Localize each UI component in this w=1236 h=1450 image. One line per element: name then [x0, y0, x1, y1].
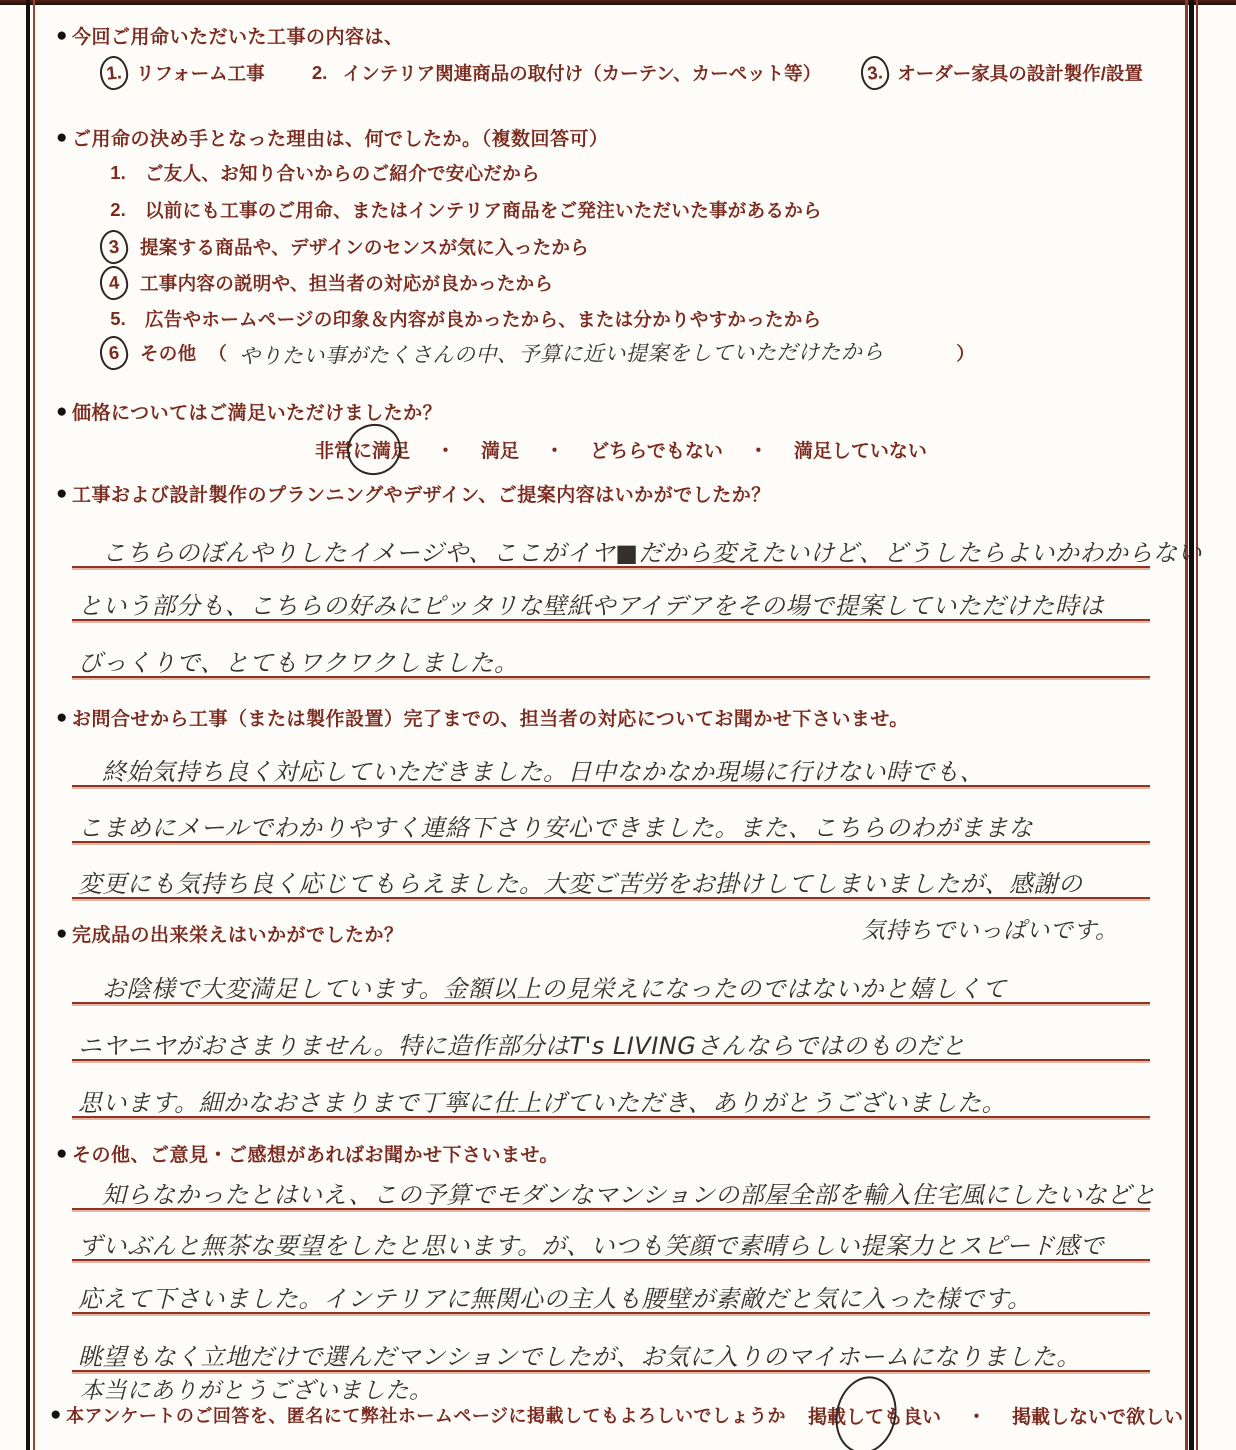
answer-line	[72, 1264, 1150, 1314]
option-not-satisfied	[794, 436, 927, 463]
bullet-icon: ●	[56, 400, 68, 422]
answer-line	[72, 571, 1150, 621]
question-text: 完成品の出来栄えはいかがでしたか？	[71, 925, 404, 946]
option-label: 掲載しないで欲しい	[1012, 1407, 1184, 1428]
answer-overflow-line	[862, 912, 1118, 945]
option-publish-no	[1012, 1402, 1183, 1429]
separator-dot: ・	[436, 441, 456, 462]
option-order-furniture	[861, 56, 1143, 90]
page-frame-right-red-outer	[1185, 0, 1188, 1450]
handwritten-text: 応えて下さいました。インテリアに無関心の主人も腰壁が素敵だと気に入った様です。	[78, 1284, 1032, 1313]
handwritten-text: 変更にも気持ち良く応じてもらえました。大変ご苦労をお掛けしてしまいましたが、感謝の	[78, 869, 1083, 898]
question-text: その他、ご意見・ご感想があればお聞かせ下さいませ。	[71, 1145, 559, 1166]
reason-option-5	[103, 306, 821, 332]
option-neutral	[590, 436, 723, 463]
separator-dot: ・	[748, 441, 768, 462]
bullet-icon: ●	[56, 126, 68, 148]
handwritten-text: 終始気持ち良く対応していただきました。日中なかなか現場に行けない時でも、	[102, 757, 984, 786]
option-interior-goods	[305, 60, 822, 86]
question-price-label	[56, 398, 442, 425]
answer-line	[72, 849, 1150, 899]
page-frame-top	[0, 0, 1236, 5]
bullet-icon: ●	[56, 1142, 68, 1164]
answer-line	[72, 1211, 1150, 1261]
bullet-icon: ●	[56, 482, 68, 504]
handwritten-text: 眺望もなく立地だけで選んだマンションでしたが、お気に入りのマイホームになりました。	[78, 1342, 1081, 1371]
other-reason-handwritten-answer: やりたい事がたくさんの中、予算に近い提案をしていただけたから	[239, 339, 885, 369]
option-publish-ok	[808, 1402, 941, 1429]
handwritten-circle-mark	[98, 55, 129, 92]
reason-option-4	[100, 266, 553, 300]
answer-line	[72, 1160, 1157, 1210]
option-label: ご友人、お知り合いからのご紹介で安心だから	[145, 163, 540, 184]
option-label: 満足	[481, 441, 520, 462]
option-number: 1.	[105, 61, 123, 84]
option-number: 3	[107, 235, 121, 258]
question-publish-consent-label	[50, 1402, 786, 1428]
handwritten-text: お陰様で大変満足しています。金額以上の見栄えになったのではないかと嬉しくて	[102, 974, 1007, 1003]
reason-option-2	[103, 197, 822, 223]
handwritten-text: びっくりで、とてもワクワクしました。	[78, 648, 519, 677]
page-frame-left-dark	[26, 0, 30, 1450]
option-satisfied	[481, 436, 519, 463]
question-text: 今回ご用命いただいた工事の内容は、	[71, 27, 404, 48]
option-label: 非常に満足	[315, 441, 411, 462]
option-reform	[100, 56, 265, 90]
handwritten-text: 本当にありがとうございました。	[80, 1378, 433, 1404]
bullet-icon: ●	[50, 1404, 62, 1425]
option-number: 2.	[311, 62, 328, 83]
answer-line	[72, 793, 1150, 843]
question-text: 本アンケートのご回答を、匿名にて弊社ホームページに掲載してもよろしいでしょうか	[65, 1406, 787, 1426]
bullet-icon: ●	[56, 922, 68, 944]
paren-close: ）	[956, 343, 976, 364]
answer-line	[72, 628, 1150, 678]
answer-line	[72, 1322, 1150, 1372]
publish-consent-options	[808, 1402, 1183, 1429]
option-label: その他	[140, 343, 197, 364]
option-number: 5.	[110, 308, 126, 329]
reason-option-6-other	[100, 336, 975, 370]
handwritten-circle-mark	[98, 265, 129, 302]
option-label: 掲載しても良い	[808, 1407, 942, 1428]
question-text: ご用命の決め手となった理由は、何でしたか。（複数回答可）	[71, 129, 609, 150]
reason-option-1	[103, 160, 540, 186]
option-label: リフォーム工事	[136, 63, 265, 84]
option-number: 2.	[110, 199, 126, 220]
question-text: 工事および設計製作のプランニングやデザイン、ご提案内容はいかがでしたか？	[71, 485, 771, 506]
question-finished-product-label	[56, 920, 404, 947]
page-frame-right-dark	[1189, 0, 1194, 1450]
price-satisfaction-options	[315, 436, 927, 463]
handwritten-text: こちらのぼんやりしたイメージや、ここがイヤ■だから変えたいけど、どうしたらよいかわからない	[102, 538, 1202, 567]
option-number: 1.	[110, 162, 126, 183]
separator-dot: ・	[967, 1407, 987, 1428]
option-number: 3.	[866, 61, 884, 84]
question-design-label	[56, 480, 771, 507]
handwritten-text: 知らなかったとはいえ、この予算でモダンなマンションの部屋全部を輸入住宅風にしたいなどと	[102, 1180, 1157, 1209]
bullet-icon: ●	[56, 24, 68, 46]
option-label: 以前にも工事のご用命、またはインテリア商品をご発注いただいた事があるから	[145, 200, 822, 221]
handwritten-text: ずいぶんと無茶な要望をしたと思います。が、いつも笑顔で素晴らしい提案力とスピード感で	[78, 1231, 1105, 1260]
handwritten-text: 気持ちでいっぱいです。	[862, 918, 1119, 944]
option-very-satisfied	[315, 436, 410, 463]
question-text: お問合せから工事（または製作設置）完了までの、担当者の対応についてお聞かせ下さいませ。	[71, 709, 909, 730]
answer-line	[72, 1068, 1150, 1118]
handwritten-text: ニヤニヤがおさまりません。特に造作部分はT's LIVINGさんならではのものだと	[78, 1031, 966, 1060]
handwritten-circle-mark	[98, 229, 129, 266]
handwritten-circle-mark	[859, 55, 890, 92]
answer-line	[72, 1011, 1150, 1061]
answer-line	[72, 954, 1150, 1004]
question-reasons-label	[56, 124, 609, 151]
option-label: オーダー家具の設計製作/設置	[897, 63, 1143, 84]
option-number: 4	[107, 271, 121, 294]
handwritten-circle-mark	[98, 335, 129, 372]
separator-dot: ・	[545, 441, 565, 462]
option-label: 広告やホームページの印象＆内容が良かったから、または分かりやすかったから	[145, 309, 822, 330]
answer-line	[72, 737, 1150, 787]
page-frame-right-red-inner	[1196, 0, 1198, 1450]
question-staff-response-label	[56, 704, 909, 731]
answer-closing-line	[80, 1372, 433, 1405]
bullet-icon: ●	[56, 706, 68, 728]
option-label: どちらでもない	[590, 441, 723, 462]
handwritten-text: 思います。細かなおさまりまで丁寧に仕上げていただき、ありがとうございました。	[78, 1088, 1007, 1117]
paren-open: （	[208, 343, 228, 364]
handwritten-text: こまめにメールでわかりやすく連絡下さり安心できました。また、こちらのわがままな	[78, 813, 1034, 842]
answer-line	[72, 518, 1202, 568]
reason-option-3	[100, 230, 589, 264]
question-work-content-options	[100, 56, 1143, 90]
handwritten-text: という部分も、こちらの好みにピッタリな壁紙やアイデアをその場で提案していただけた時は	[78, 591, 1104, 620]
question-text: 価格についてはご満足いただけましたか？	[71, 403, 443, 424]
option-label: 提案する商品や、デザインのセンスが気に入ったから	[140, 237, 589, 258]
question-work-content-label	[56, 22, 404, 49]
option-label: 満足していない	[793, 441, 927, 462]
page-frame-left-red	[33, 0, 35, 1450]
option-label: インテリア関連商品の取付け（カーテン、カーペット等）	[342, 63, 822, 84]
option-label: 工事内容の説明や、担当者の対応が良かったから	[140, 273, 554, 294]
option-number: 6	[107, 341, 121, 364]
